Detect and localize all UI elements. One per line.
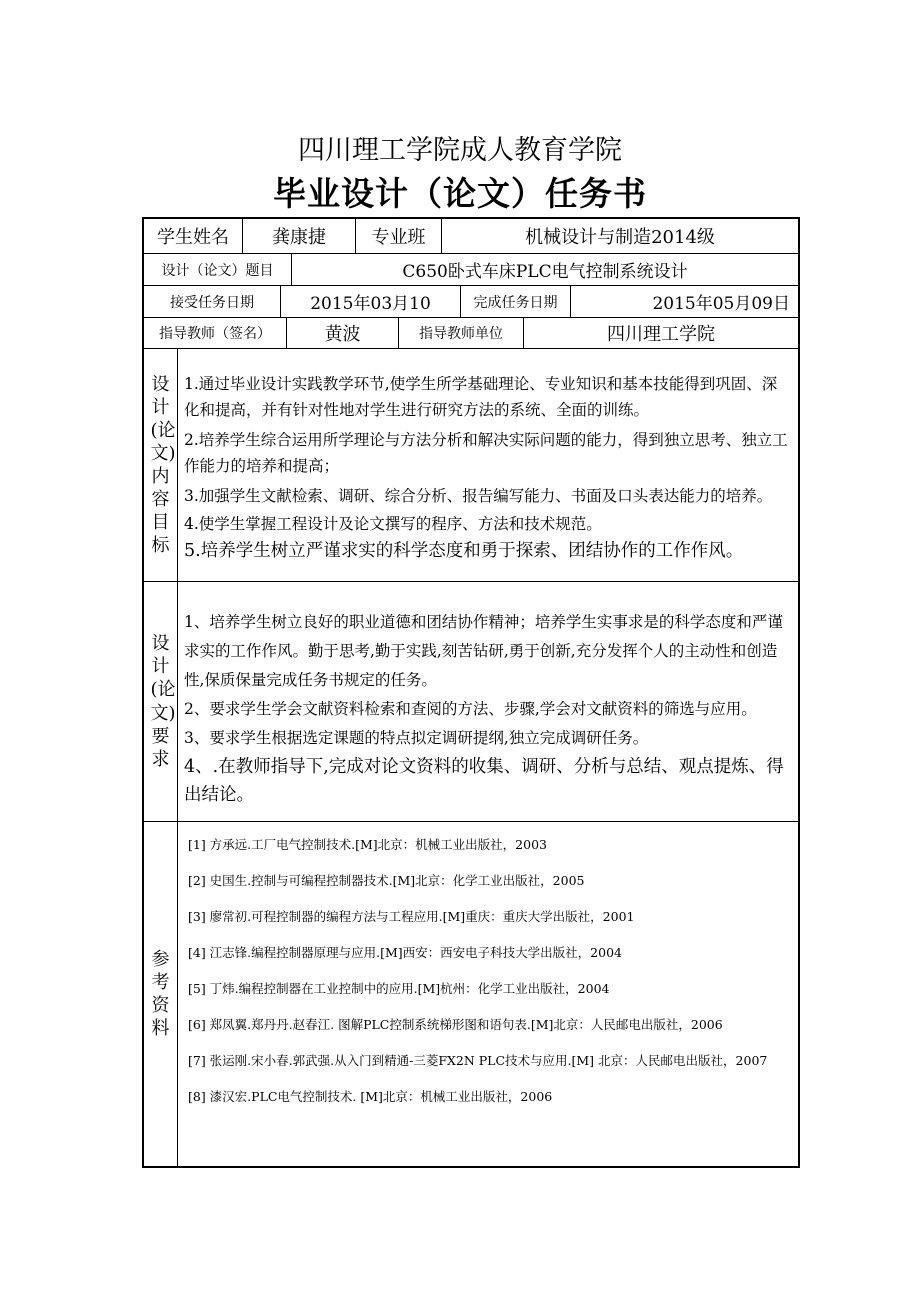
advisor-label: 指导教师（签名）	[144, 318, 287, 348]
task-form-table	[142, 217, 800, 1168]
advisor-unit-label: 指导教师单位	[399, 318, 524, 348]
start-date-value: 2015年03月10	[281, 286, 461, 317]
finish-date-label: 完成任务日期	[461, 286, 571, 317]
reference-item: [1] 方承远.工厂电气控制技术.[M]北京：机械工业出版社，2003	[188, 837, 547, 852]
requirement-item: 3、要求学生根据选定课题的特点拟定调研提纲,独立完成调研任务。	[184, 729, 649, 747]
goals-label: 设计(论文)内容目标	[144, 349, 178, 581]
student-name-value: 龚康捷	[243, 219, 356, 253]
goal-item: 3.加强学生文献检索、调研、综合分析、报告编写能力、书面及口头表达能力的培养。	[184, 487, 773, 505]
reference-item: [4] 江志锋.编程控制器原理与应用.[M]西安：西安电子科技大学出版社，2004	[188, 945, 622, 960]
topic-label: 设计（论文）题目	[144, 254, 292, 285]
major-class-value: 机械设计与制造2014级	[525, 227, 715, 248]
finish-date-value: 2015年05月09日	[652, 294, 790, 314]
section-goals	[144, 349, 798, 582]
requirement-item: 1、培养学生树立良好的职业道德和团结协作精神；培养学生实事求是的科学态度和严谨求实的工作作风。勤于思考,勤于实践,刻苦钻研,勇于创新,充分发挥个人的主动性和创造性,保质保量完成任务书规定的任务。	[184, 613, 783, 689]
requirement-item: 4、.在教师指导下,完成对论文资料的收集、调研、分析与总结、观点提炼、得出结论。	[184, 757, 784, 805]
reference-item: [7] 张运刚.宋小春.郭武强.从入门到精通-三菱FX2N PLC技术与应用.[M] 北京：人民邮电出版社，2007	[188, 1053, 768, 1068]
row-advisor	[144, 318, 798, 349]
reference-item: [3] 廖常初.可程控制器的编程方法与工程应用.[M]重庆：重庆大学出版社，2001	[188, 909, 635, 924]
references-label: 参考资料	[144, 822, 178, 1166]
start-date-label: 接受任务日期	[144, 286, 281, 317]
goal-item: 5.培养学生树立严谨求实的科学态度和勇于探索、团结协作的工作作风。	[184, 541, 744, 561]
references-content	[188, 827, 790, 1115]
advisor-value: 黄波	[287, 318, 399, 348]
goal-item: 1.通过毕业设计实践教学环节,使学生所学基础理论、专业知识和基本技能得到巩固、深化和提高，并有针对性地对学生进行研究方法的系统、全面的训练。	[184, 375, 778, 419]
student-name-label: 学生姓名	[144, 219, 243, 253]
reference-item: [6] 郑凤翼.郑丹丹.赵春江. 图解PLC控制系统梯形图和语句表.[M]北京：人民邮电出版社，2006	[188, 1017, 723, 1032]
row-dates	[144, 286, 798, 318]
goal-item: 4.使学生掌握工程设计及论文撰写的程序、方法和技术规范。	[184, 515, 602, 533]
major-class-label: 专业班	[356, 219, 442, 253]
requirements-label: 设计(论文)要求	[144, 582, 178, 821]
goals-content	[184, 371, 790, 565]
topic-value: C650卧式车床PLC电气控制系统设计	[402, 262, 688, 282]
reference-item: [2] 史国生.控制与可编程控制器技术.[M]北京：化学工业出版社，2005	[188, 873, 585, 888]
section-references	[144, 822, 798, 1166]
row-student	[144, 219, 798, 254]
document-title: 毕业设计（论文）任务书	[273, 174, 647, 213]
advisor-unit-value: 四川理工学院	[607, 324, 715, 345]
reference-item: [8] 漆汉宏.PLC电气控制技术. [M]北京：机械工业出版社，2006	[188, 1089, 553, 1104]
institution-title: 四川理工学院成人教育学院	[298, 135, 622, 166]
reference-item: [5] 丁炜.编程控制器在工业控制中的应用.[M]杭州：化学工业出版社，2004	[188, 981, 610, 996]
goal-item: 2.培养学生综合运用所学理论与方法分析和解决实际问题的能力，得到独立思考、独立工作能力的培养和提高；	[184, 431, 788, 475]
section-requirements	[144, 582, 798, 822]
requirement-item: 2、要求学生学会文献资料检索和查阅的方法、步骤,学会对文献资料的筛选与应用。	[184, 700, 757, 718]
requirements-content	[184, 608, 790, 809]
row-topic	[144, 254, 798, 286]
